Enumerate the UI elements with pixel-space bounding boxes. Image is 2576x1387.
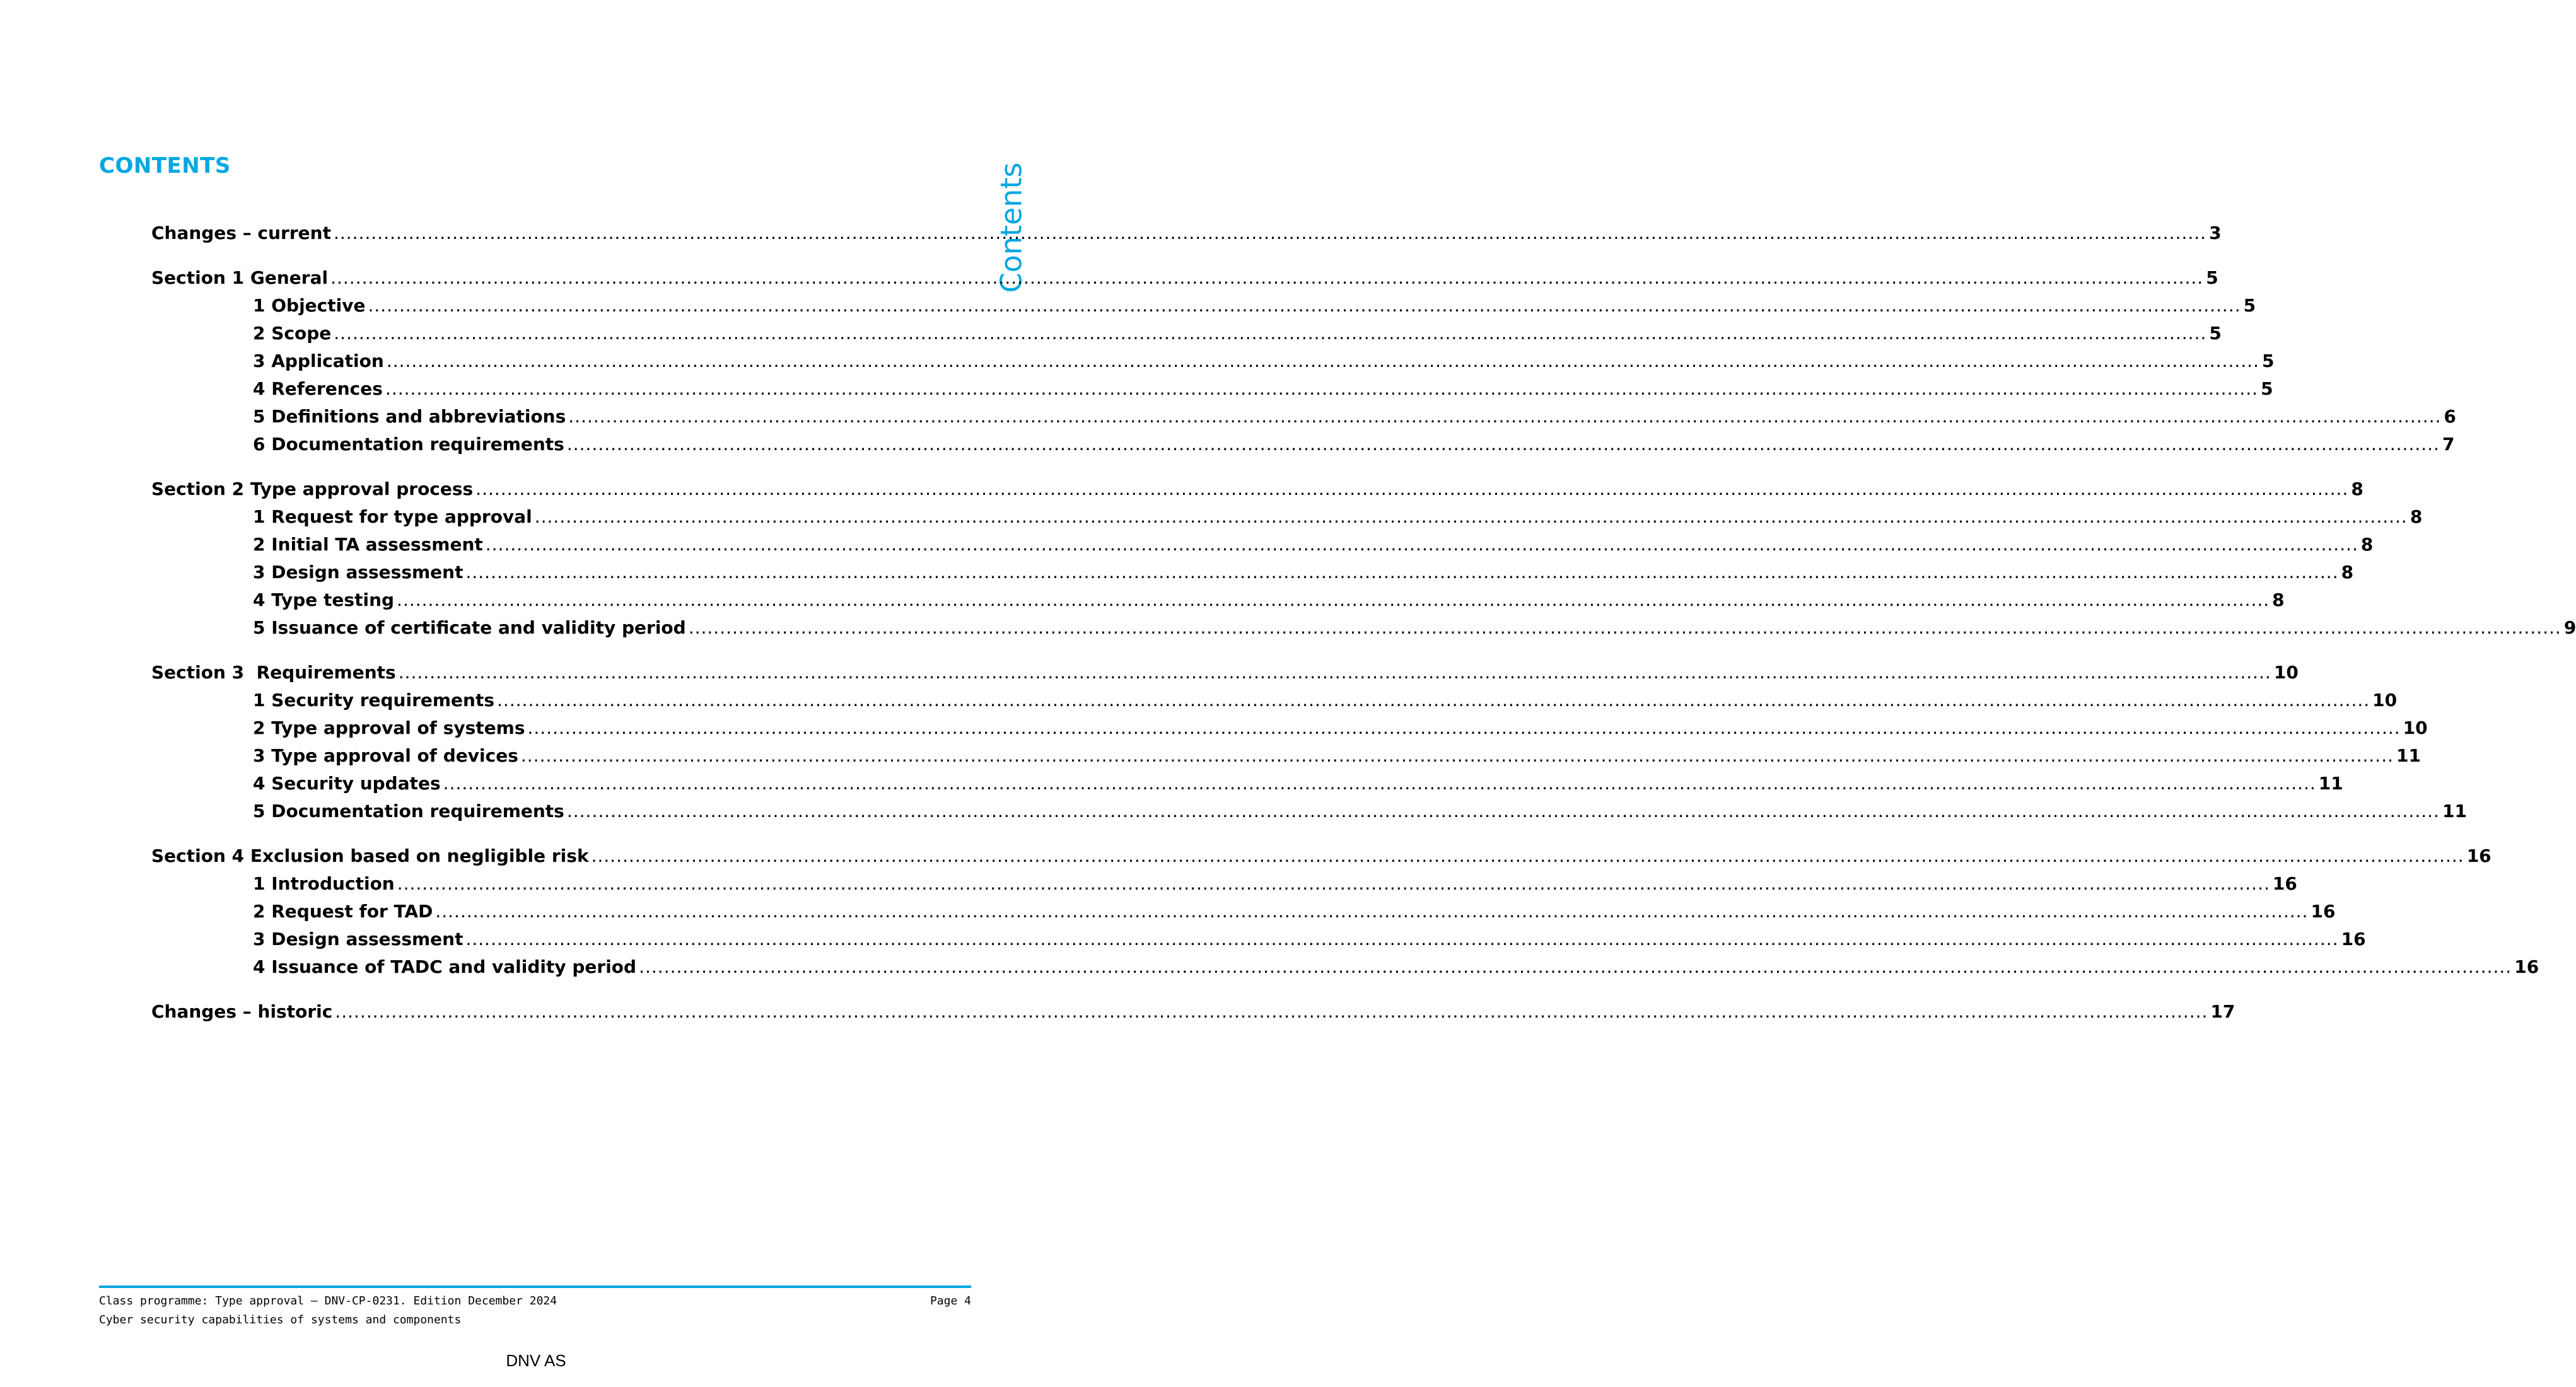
toc-page-number: 8 bbox=[2351, 479, 2363, 499]
toc-entry-title: 1 Introduction bbox=[253, 873, 395, 894]
toc-page-number: 11 bbox=[2396, 745, 2421, 766]
toc-leader-dots: ............................................................................................................................................................................................................................................................................................................ bbox=[568, 406, 2442, 427]
toc-entry-title: Section 2 Type approval process bbox=[151, 479, 474, 499]
toc-entry[interactable] bbox=[151, 223, 2222, 250]
toc-subentry[interactable] bbox=[151, 617, 2576, 645]
toc-entry-title: 5 Issuance of certificate and validity period bbox=[253, 617, 686, 638]
toc-entry-title: 1 Objective bbox=[253, 295, 366, 316]
toc-subentry[interactable] bbox=[151, 929, 2366, 956]
toc-page-number: 8 bbox=[2341, 562, 2354, 583]
toc-entry-title: Changes – current bbox=[151, 223, 331, 243]
toc-entry-title: 3 Design assessment bbox=[253, 929, 463, 949]
toc-page-number: 5 bbox=[2243, 295, 2256, 316]
organization-name: DNV AS bbox=[506, 1351, 566, 1370]
toc-page-number: 8 bbox=[2410, 506, 2423, 527]
side-tab-text: Contents bbox=[994, 162, 1029, 293]
toc-page-number: 17 bbox=[2210, 1001, 2235, 1022]
toc-page-number: 8 bbox=[2360, 534, 2374, 555]
toc-page-number: 16 bbox=[2514, 956, 2539, 977]
toc-leader-dots: ............................................................................................................................................................................................................................................................................................................ bbox=[330, 267, 2204, 288]
toc-subentry[interactable] bbox=[151, 801, 2467, 828]
toc-leader-dots: ............................................................................................................................................................................................................................................................................................................ bbox=[397, 589, 2270, 610]
toc-subentry[interactable] bbox=[151, 295, 2256, 323]
toc-leader-dots: ............................................................................................................................................................................................................................................................................................................ bbox=[475, 479, 2349, 499]
toc-entry-title: 4 Issuance of TADC and validity period bbox=[253, 956, 637, 977]
toc-entry[interactable] bbox=[151, 662, 2299, 690]
toc-leader-dots: ............................................................................................................................................................................................................................................................................................................ bbox=[497, 690, 2370, 711]
toc-page-number: 5 bbox=[2261, 378, 2273, 399]
toc-leader-dots: ............................................................................................................................................................................................................................................................................................................ bbox=[465, 929, 2339, 949]
toc-entry-title: Section 3 Requirements bbox=[151, 662, 396, 683]
toc-entry-title: 4 Security updates bbox=[253, 773, 441, 794]
toc-page-number: 16 bbox=[2311, 901, 2336, 922]
toc-leader-dots: ............................................................................................................................................................................................................................................................................................................ bbox=[485, 534, 2358, 555]
toc-page-number: 10 bbox=[2403, 717, 2428, 738]
toc-group bbox=[151, 662, 2467, 828]
toc-subentry[interactable] bbox=[151, 717, 2428, 745]
toc-entry-title: 5 Documentation requirements bbox=[253, 801, 564, 821]
toc-group bbox=[151, 267, 2456, 461]
toc-entry[interactable] bbox=[151, 1001, 2235, 1029]
toc-page-number: 16 bbox=[2272, 873, 2297, 894]
toc-leader-dots: ............................................................................................................................................................................................................................................................................................................ bbox=[333, 223, 2207, 243]
toc-subentry[interactable] bbox=[151, 690, 2398, 717]
toc-leader-dots: ............................................................................................................................................................................................................................................................................................................ bbox=[334, 323, 2207, 344]
toc-subentry[interactable] bbox=[151, 901, 2336, 929]
toc-entry-title: Section 1 General bbox=[151, 267, 329, 288]
toc-leader-dots: ............................................................................................................................................................................................................................................................................................................ bbox=[566, 801, 2440, 821]
toc-page-number: 10 bbox=[2273, 662, 2299, 683]
toc-entry-title: 2 Scope bbox=[253, 323, 332, 344]
toc-subentry[interactable] bbox=[151, 406, 2456, 434]
toc-group bbox=[151, 845, 2539, 984]
toc-leader-dots: ............................................................................................................................................................................................................................................................................................................ bbox=[335, 1001, 2208, 1022]
toc-leader-dots: ............................................................................................................................................................................................................................................................................................................ bbox=[386, 351, 2259, 371]
toc-subentry[interactable] bbox=[151, 589, 2285, 617]
toc-page-number: 5 bbox=[2209, 323, 2222, 344]
toc-group bbox=[151, 1001, 2235, 1029]
toc-entry-title: 4 Type testing bbox=[253, 589, 395, 610]
toc-subentry[interactable] bbox=[151, 745, 2421, 773]
toc-subentry[interactable] bbox=[151, 378, 2273, 406]
footer-page-number: Page 4 bbox=[930, 1294, 971, 1308]
toc-subentry[interactable] bbox=[151, 956, 2539, 984]
toc-page-number: 10 bbox=[2372, 690, 2398, 711]
toc-leader-dots: ............................................................................................................................................................................................................................................................................................................ bbox=[527, 717, 2401, 738]
toc-group bbox=[151, 479, 2576, 645]
toc-entry-title: 2 Request for TAD bbox=[253, 901, 433, 922]
toc-entry-title: 4 References bbox=[253, 378, 383, 399]
footer-line-1 bbox=[99, 1294, 971, 1308]
toc-entry[interactable] bbox=[151, 845, 2491, 873]
toc-leader-dots: ............................................................................................................................................................................................................................................................................................................ bbox=[435, 901, 2309, 922]
toc-leader-dots: ............................................................................................................................................................................................................................................................................................................ bbox=[534, 506, 2408, 527]
toc-leader-dots: ............................................................................................................................................................................................................................................................................................................ bbox=[465, 562, 2339, 583]
toc-subentry[interactable] bbox=[151, 873, 2297, 901]
footer-subtitle: Cyber security capabilities of systems and components bbox=[99, 1313, 462, 1326]
toc-subentry[interactable] bbox=[151, 773, 2343, 801]
toc-entry-title: 5 Definitions and abbreviations bbox=[253, 406, 566, 427]
toc-leader-dots: ............................................................................................................................................................................................................................................................................................................ bbox=[520, 745, 2394, 766]
toc-page-number: 9 bbox=[2563, 617, 2576, 638]
toc-group bbox=[151, 223, 2222, 250]
toc-leader-dots: ............................................................................................................................................................................................................................................................................................................ bbox=[639, 956, 2512, 977]
toc-page-number: 16 bbox=[2466, 845, 2491, 866]
toc-leader-dots: ............................................................................................................................................................................................................................................................................................................ bbox=[591, 845, 2464, 866]
toc-subentry[interactable] bbox=[151, 534, 2374, 562]
toc-leader-dots: ............................................................................................................................................................................................................................................................................................................ bbox=[397, 873, 2270, 894]
toc-entry-title: 2 Type approval of systems bbox=[253, 717, 525, 738]
toc-page-number: 5 bbox=[2261, 351, 2275, 371]
toc-entry[interactable] bbox=[151, 267, 2218, 295]
toc-page-number: 8 bbox=[2272, 589, 2285, 610]
toc-leader-dots: ............................................................................................................................................................................................................................................................................................................ bbox=[385, 378, 2259, 399]
toc-page-number: 3 bbox=[2209, 223, 2222, 243]
toc-entry-title: 1 Security requirements bbox=[253, 690, 495, 711]
toc-page-number: 16 bbox=[2341, 929, 2366, 949]
toc-leader-dots: ............................................................................................................................................................................................................................................................................................................ bbox=[368, 295, 2241, 316]
toc-subentry[interactable] bbox=[151, 434, 2455, 461]
toc-subentry[interactable] bbox=[151, 506, 2423, 534]
toc-entry-title: 3 Application bbox=[253, 351, 384, 371]
toc-leader-dots: ............................................................................................................................................................................................................................................................................................................ bbox=[566, 434, 2440, 455]
toc-leader-dots: ............................................................................................................................................................................................................................................................................................................ bbox=[398, 662, 2271, 683]
footer-divider bbox=[99, 1285, 971, 1288]
toc-entry-title: 1 Request for type approval bbox=[253, 506, 532, 527]
toc-entry-title: Section 4 Exclusion based on negligible risk bbox=[151, 845, 589, 866]
toc-subentry[interactable] bbox=[151, 351, 2275, 378]
page-title: CONTENTS bbox=[99, 153, 231, 178]
toc-entry-title: 6 Documentation requirements bbox=[253, 434, 564, 455]
toc-page-number: 7 bbox=[2442, 434, 2455, 455]
toc-entry-title: 3 Type approval of devices bbox=[253, 745, 518, 766]
toc-leader-dots: ............................................................................................................................................................................................................................................................................................................ bbox=[443, 773, 2316, 794]
toc-subentry[interactable] bbox=[151, 562, 2354, 589]
toc-entry-title: 3 Design assessment bbox=[253, 562, 463, 583]
toc-entry-title: 2 Initial TA assessment bbox=[253, 534, 483, 555]
toc-entry-title: Changes – historic bbox=[151, 1001, 333, 1022]
toc-subentry[interactable] bbox=[151, 323, 2222, 351]
toc-leader-dots: ............................................................................................................................................................................................................................................................................................................ bbox=[688, 617, 2561, 638]
toc-page-number: 11 bbox=[2442, 801, 2467, 821]
toc-page-number: 5 bbox=[2206, 267, 2218, 288]
footer-document-title: Class programme: Type approval — DNV-CP-0231. Edition December 2024 bbox=[99, 1294, 557, 1308]
toc-entry[interactable] bbox=[151, 479, 2363, 506]
toc-page-number: 11 bbox=[2318, 773, 2343, 794]
toc-page-number: 6 bbox=[2444, 406, 2456, 427]
